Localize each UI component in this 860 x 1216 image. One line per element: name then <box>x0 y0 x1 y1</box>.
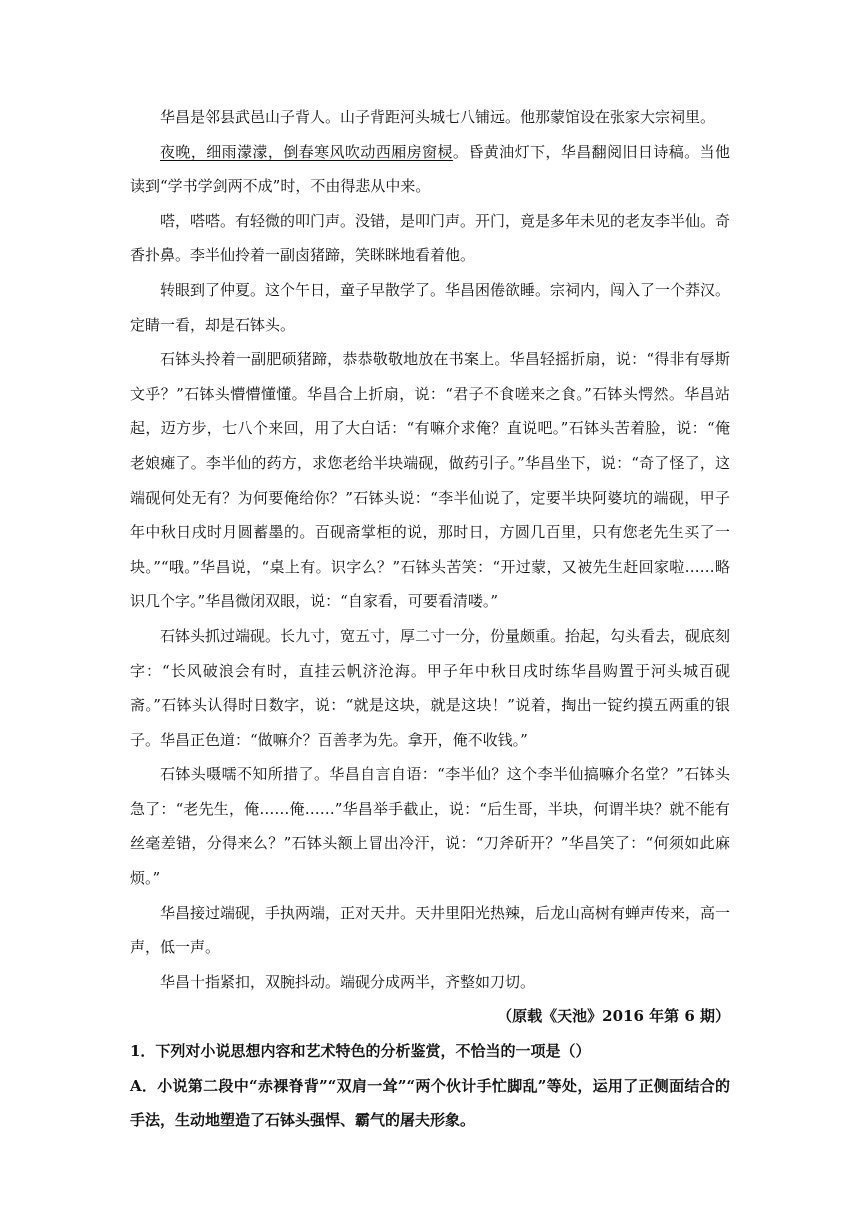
underlined-sentence: 夜晚，细雨濛濛，倒春寒风吹动西厢房窗棂 <box>160 142 453 161</box>
story-paragraph-3: 嗒，嗒嗒。有轻微的叩门声。没错，是叩门声。开门，竟是多年未见的老友李半仙。奇香扑鼻。李半仙拎着一副卤猪蹄，笑眯眯地看着他。 <box>130 211 731 265</box>
question-stem: 1．下列对小说思想内容和艺术特色的分析鉴赏，不恰当的一项是（） <box>130 1042 591 1061</box>
story-paragraph-7: 石钵头嗫嚅不知所措了。华昌自言自语：“李半仙？这个李半仙搞嘛介名堂？”石钵头急了：“老先生，俺……俺……”华昌举手截止，说：“后生哥，半块，何谓半块？就不能有丝毫差错，分得来么？”石钵头额上冒出冷汗，说：“刀斧斫开？”华昌笑了：“何须如此麻烦。” <box>130 765 730 888</box>
story-paragraph-5: 石钵头拎着一副肥硕猪蹄，恭恭敬敬地放在书案上。华昌轻摇折扇，说：“得非有辱斯文乎？”石钵头懵懵懂懂。华昌合上折扇，说：“君子不食嗟来之食。”石钵头愕然。华昌站起，迈方步，七八个来回，用了大白话：“有嘛介求俺？直说吧。”石钵头苦着脸，说：“俺老娘瘫了。李半仙的药方，求您老给半块端砚，做药引子。”华昌坐下，说：“奇了怪了，这端砚何处无有？为何要俺给你？”石钵头说：“李半仙说了，定要半块阿婆坑的端砚，甲子年中秋日戌时月圆蓄墨的。百砚斋掌柜的说，那时日，方圆几百里，只有您老先生买了一块。”“哦。”华昌说，“桌上有。识字么？”石钵头苦笑：“开过蒙，又被先生赶回家啦……略识几个字。”华昌微闭双眼，说：“自家看，可要看清喽。” <box>130 350 730 611</box>
story-paragraph-1: 华昌是邻县武邑山子背人。山子背距河头城七八铺远。他那蒙馆设在张家大宗祠里。 <box>160 108 716 126</box>
story-paragraph-8: 华昌接过端砚，手执两端，正对天井。天井里阳光热辣，后龙山高树有蝉声传来，高一声，低一声。 <box>130 903 731 957</box>
question-option-a: A．小说第二段中“赤裸脊背”“双肩一耸”“两个伙计手忙脚乱”等处，运用了正侧面结合的手法，生动地塑造了石钵头强悍、霸气的屠夫形象。 <box>130 1076 730 1130</box>
source-citation: （原载《天池》2016 年第 6 期） <box>497 1007 730 1026</box>
story-paragraph-2 <box>130 135 730 204</box>
story-paragraph-4: 转眼到了仲夏。这个午日，童子早散学了。华昌困倦欲睡。宗祠内，闯入了一个莽汉。定睛一看，却是石钵头。 <box>130 280 731 334</box>
document-page <box>130 100 730 1138</box>
story-paragraph-6: 石钵头抓过端砚。长九寸，宽五寸，厚二寸一分，份量颇重。抬起，勾头看去，砚底刻字：“长风破浪会有时，直挂云帆济沧海。甲子年中秋日戌时练华昌购置于河头城百砚斋。”石钵头认得时日数字，说：“就是这块，就是这块！”说着，掏出一锭约摸五两重的银子。华昌正色道：“做嘛介？百善孝为先。拿开，俺不收钱。” <box>130 626 731 749</box>
paragraph-2-rest: 。昏黄油灯下，华昌翻阅旧日诗稿。当他读到“学书学剑两不成”时，不由得悲从中来。 <box>130 142 730 196</box>
story-paragraph-9: 华昌十指紧扣，双腕抖动。端砚分成两半，齐整如刀切。 <box>160 972 536 991</box>
